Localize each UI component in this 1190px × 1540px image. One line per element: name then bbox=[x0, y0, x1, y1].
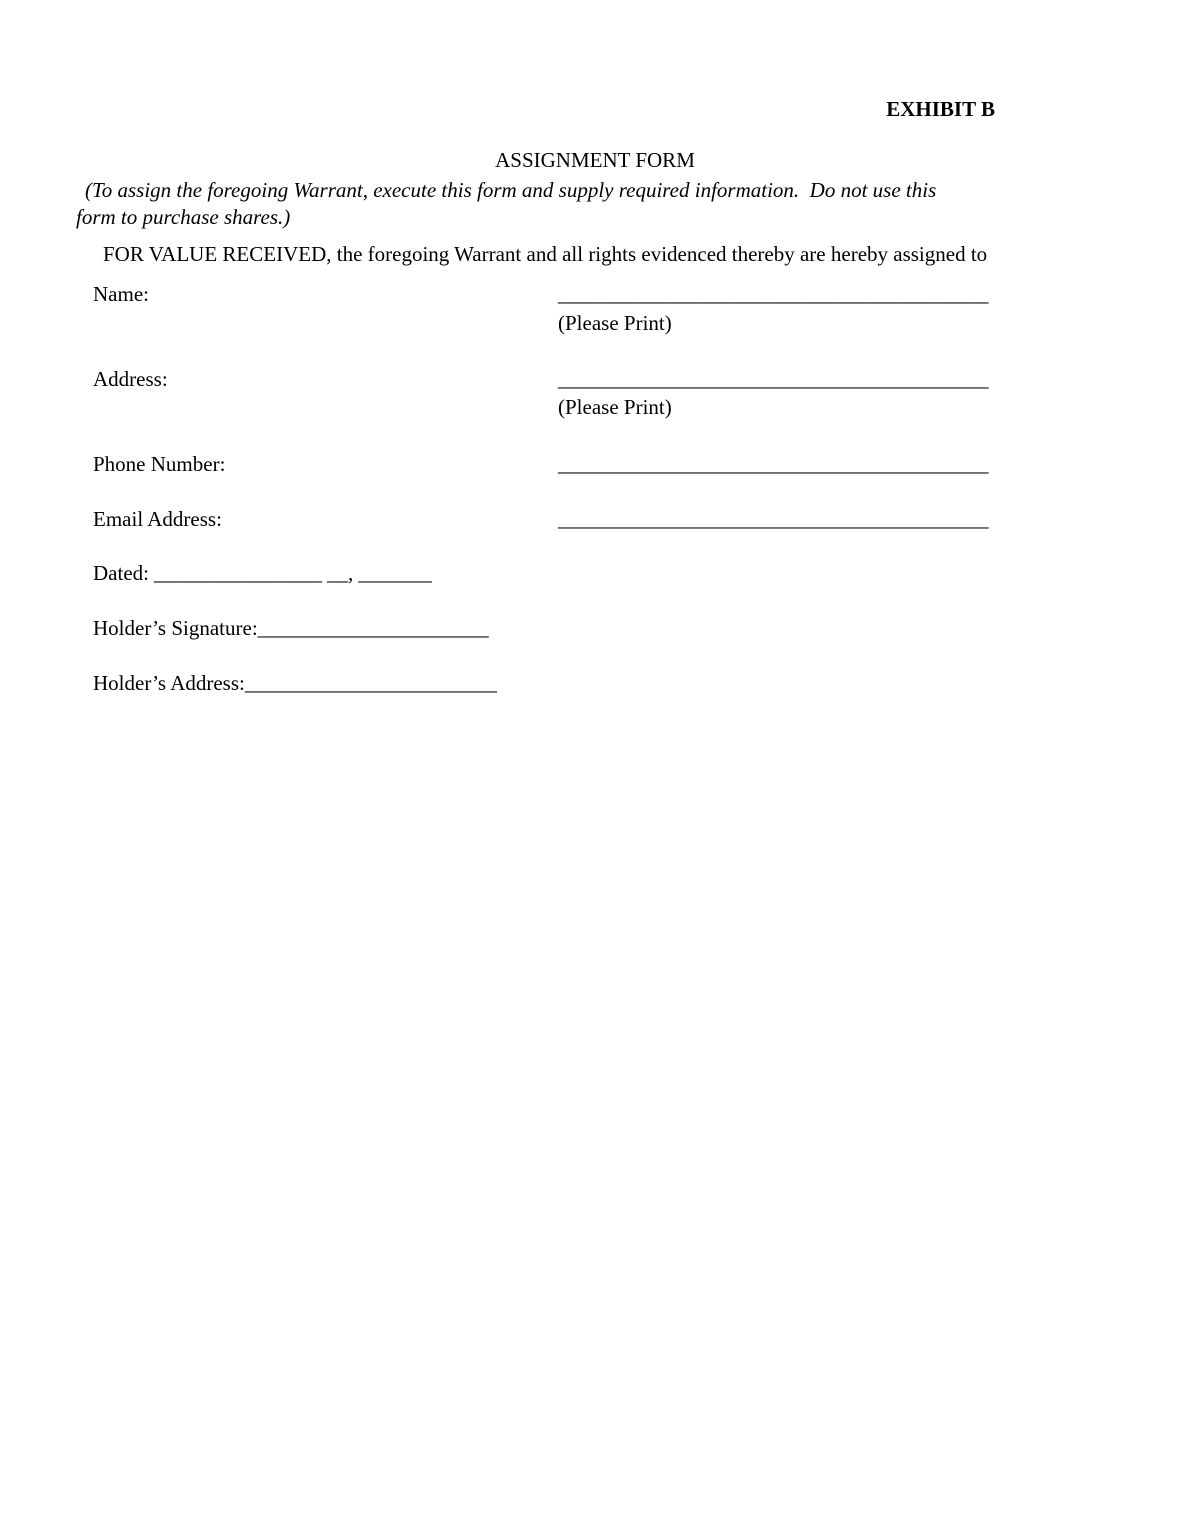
dated-blank-year: _______ bbox=[358, 561, 432, 585]
dated-blank-day-month: ________________ bbox=[153, 561, 322, 585]
holder-address-row bbox=[93, 671, 497, 695]
dated-blank-mid: __, bbox=[326, 561, 354, 585]
page-title: ASSIGNMENT FORM bbox=[495, 148, 695, 172]
address-please-print-caption: (Please Print) bbox=[558, 395, 672, 419]
instructions-line-2: form to purchase shares.) bbox=[76, 205, 291, 229]
address-blank-line: _________________________________________ bbox=[558, 367, 989, 391]
holder-address-blank-line: ________________________ bbox=[244, 671, 497, 695]
holder-address-label: Holder’s Address: bbox=[93, 671, 245, 695]
exhibit-label: EXHIBIT B bbox=[886, 97, 995, 121]
holder-signature-row bbox=[93, 616, 489, 640]
address-label: Address: bbox=[93, 367, 168, 391]
dated-label: Dated: bbox=[93, 561, 149, 585]
dated-row bbox=[93, 561, 432, 585]
phone-number-blank-line: _________________________________________ bbox=[558, 452, 989, 476]
holder-signature-blank-line: ______________________ bbox=[257, 616, 489, 640]
value-received-paragraph: FOR VALUE RECEIVED, the foregoing Warrant and all rights evidenced thereby are hereby assigned to bbox=[103, 242, 988, 266]
name-blank-line: _________________________________________ bbox=[558, 282, 989, 306]
holder-signature-label: Holder’s Signature: bbox=[93, 616, 258, 640]
email-address-blank-line: _________________________________________ bbox=[558, 507, 989, 531]
instructions-line-1: (To assign the foregoing Warrant, execute this form and supply required information. Do not use this bbox=[85, 178, 937, 202]
email-address-label: Email Address: bbox=[93, 507, 222, 531]
name-please-print-caption: (Please Print) bbox=[558, 311, 672, 335]
phone-number-label: Phone Number: bbox=[93, 452, 226, 476]
name-label: Name: bbox=[93, 282, 149, 306]
